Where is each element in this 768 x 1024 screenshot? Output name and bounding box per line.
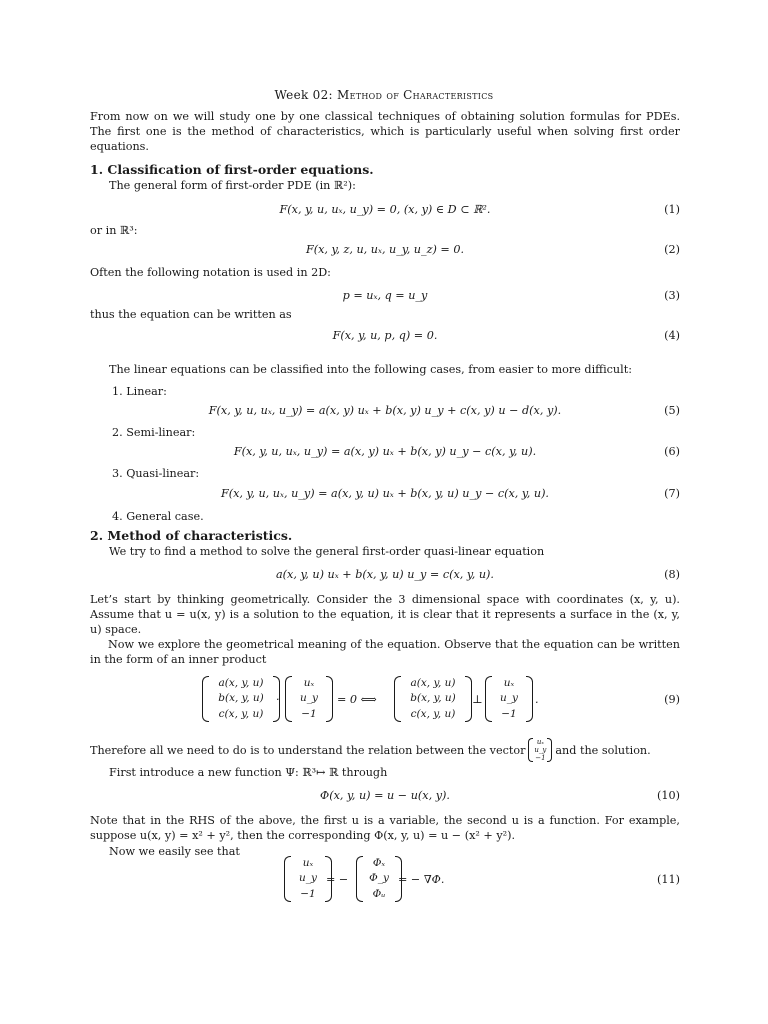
eq11-m1-row-2: u_y	[299, 872, 317, 885]
eq9-m1-row-1: a(x, y, u)	[218, 677, 264, 690]
easily-text: Now we easily see that	[109, 845, 240, 858]
eq9-dot-operator: ·	[276, 693, 280, 706]
equation-8-number: (8)	[664, 568, 680, 581]
page-title	[0, 88, 768, 103]
equation-10-body: Φ(x, y, u) = u − u(x, y).	[320, 789, 450, 802]
equation-10-number: (10)	[657, 789, 680, 802]
therefore-text-a: Therefore all we need to do is to understand the relation between the vector	[90, 743, 526, 757]
try-text: We try to find a method to solve the general first-order quasi-linear equation	[109, 545, 545, 558]
therefore-line	[90, 735, 651, 765]
equation-5	[90, 403, 680, 421]
section-2-heading: 2. Method of characteristics.	[90, 528, 293, 543]
equation-9-number: (9)	[664, 693, 680, 706]
equation-6	[90, 444, 680, 462]
geometric-paragraph: Let’s start by thinking geometrically. Consider the 3 dimensional space with coordinates (x, y, u). Assume that u = u(x, y) is a solution to the equation, it is clear that it represents a surface in the (x, y, u) space.	[90, 593, 680, 636]
eq11-gradient-vector	[284, 856, 332, 902]
equation-4	[90, 328, 680, 346]
general-form-text: The general form of first-order PDE (in ℝ²):	[109, 179, 356, 192]
explore-paragraph: Now we explore the geometrical meaning of the equation. Observe that the equation can be written in the form of an inner product	[90, 638, 680, 666]
equation-7-number: (7)	[664, 487, 680, 500]
eq9-m2-row-3: −1	[301, 707, 317, 720]
inline-vector-row-2: u_y	[534, 746, 547, 754]
eq9-coefficient-vector-2	[394, 676, 472, 722]
equation-6-number: (6)	[664, 445, 680, 458]
equation-7	[90, 486, 680, 504]
equation-3-number: (3)	[664, 289, 680, 302]
note-paragraph: Note that in the RHS of the above, the first u is a variable, the second u is a function. For example, suppose u(x, y) = x² + y², then the corresponding Φ(x, y, u) = u − (x² + y²).	[90, 814, 680, 842]
equation-6-body: F(x, y, u, uₓ, u_y) = a(x, y) uₓ + b(x, y) u_y − c(x, y, u).	[233, 445, 537, 458]
eq9-perp-operator: ⊥	[472, 693, 483, 706]
eq9-m4-row-3: −1	[501, 707, 517, 720]
equation-5-number: (5)	[664, 404, 680, 417]
equation-1	[90, 202, 680, 220]
or-in-r3-text: or in ℝ³:	[90, 224, 138, 237]
eq11-phi-vector	[356, 856, 402, 902]
section-1-heading: 1. Classification of first-order equations.	[90, 162, 374, 177]
equation-5-body: F(x, y, u, uₓ, u_y) = a(x, y) uₓ + b(x, y) u_y + c(x, y) u − d(x, y).	[208, 404, 562, 417]
title-week: Week 02:	[274, 88, 338, 102]
equation-3	[90, 288, 680, 306]
case-linear-label: 1. Linear:	[112, 385, 167, 398]
eq11-equals-minus: = −	[326, 873, 349, 886]
equation-1-body: F(x, y, u, uₓ, u_y) = 0, (x, y) ∈ D ⊂ ℝ².	[279, 203, 491, 216]
eq11-m2-row-2: Φ_y	[369, 872, 389, 885]
eq11-m1-row-1: uₓ	[302, 857, 314, 870]
eq9-m3-row-3: c(x, y, u)	[410, 707, 456, 720]
equation-10	[90, 788, 680, 806]
therefore-text-b: and the solution.	[555, 743, 651, 757]
equation-4-body: F(x, y, u, p, q) = 0.	[332, 329, 438, 342]
eq9-m4-row-1: uₓ	[503, 677, 515, 690]
inline-vector	[528, 738, 552, 762]
equation-3-body: p = uₓ, q = u_y	[342, 289, 428, 302]
case-general-label: 4. General case.	[112, 510, 204, 523]
equation-9	[90, 676, 680, 724]
equation-8	[90, 567, 680, 585]
equation-7-body: F(x, y, u, uₓ, u_y) = a(x, y, u) uₓ + b(x, y, u) u_y − c(x, y, u).	[220, 487, 549, 500]
eq9-gradient-vector-2	[485, 676, 533, 722]
title-text: Method of Characteristics	[337, 88, 494, 102]
eq11-m2-row-1: Φₓ	[372, 857, 386, 870]
eq9-iff-operator: = 0 ⟺	[337, 693, 377, 706]
eq9-m2-row-1: uₓ	[303, 677, 315, 690]
eq11-m1-row-3: −1	[300, 887, 316, 900]
inline-vector-row-3: −1	[535, 754, 546, 762]
equation-11-number: (11)	[657, 873, 680, 886]
equation-11	[90, 856, 680, 904]
classified-text: The linear equations can be classified into the following cases, from easier to more difficult:	[109, 363, 632, 376]
thus-text: thus the equation can be written as	[90, 308, 292, 321]
inline-vector-row-1: uₓ	[536, 738, 544, 746]
equation-8-body: a(x, y, u) uₓ + b(x, y, u) u_y = c(x, y, u).	[276, 568, 494, 581]
eq11-m2-row-3: Φᵤ	[372, 887, 386, 900]
equation-4-number: (4)	[664, 329, 680, 342]
intro-psi-text: First introduce a new function Ψ: ℝ³↦ ℝ through	[109, 766, 388, 779]
equation-1-number: (1)	[664, 203, 680, 216]
eq9-m1-row-2: b(x, y, u)	[218, 692, 264, 705]
case-semilinear-label: 2. Semi-linear:	[112, 426, 196, 439]
eq9-m1-row-3: c(x, y, u)	[218, 707, 264, 720]
eq9-m3-row-2: b(x, y, u)	[410, 692, 456, 705]
eq9-m2-row-2: u_y	[300, 692, 318, 705]
notation-text: Often the following notation is used in 2D:	[90, 266, 331, 279]
eq9-m3-row-1: a(x, y, u)	[410, 677, 456, 690]
eq11-tail: = − ∇Φ.	[398, 873, 445, 886]
eq9-gradient-vector	[285, 676, 333, 722]
equation-2	[90, 242, 680, 260]
eq9-coefficient-vector	[202, 676, 280, 722]
equation-2-body: F(x, y, z, u, uₓ, u_y, u_z) = 0.	[305, 243, 465, 256]
intro-paragraph: From now on we will study one by one classical techniques of obtaining solution formulas for PDEs. The first one is the method of characteristics, which is particularly useful when solving first order equations.	[90, 110, 680, 153]
eq9-m4-row-2: u_y	[500, 692, 518, 705]
equation-2-number: (2)	[664, 243, 680, 256]
eq9-period: .	[535, 693, 539, 706]
case-quasilinear-label: 3. Quasi-linear:	[112, 467, 200, 480]
